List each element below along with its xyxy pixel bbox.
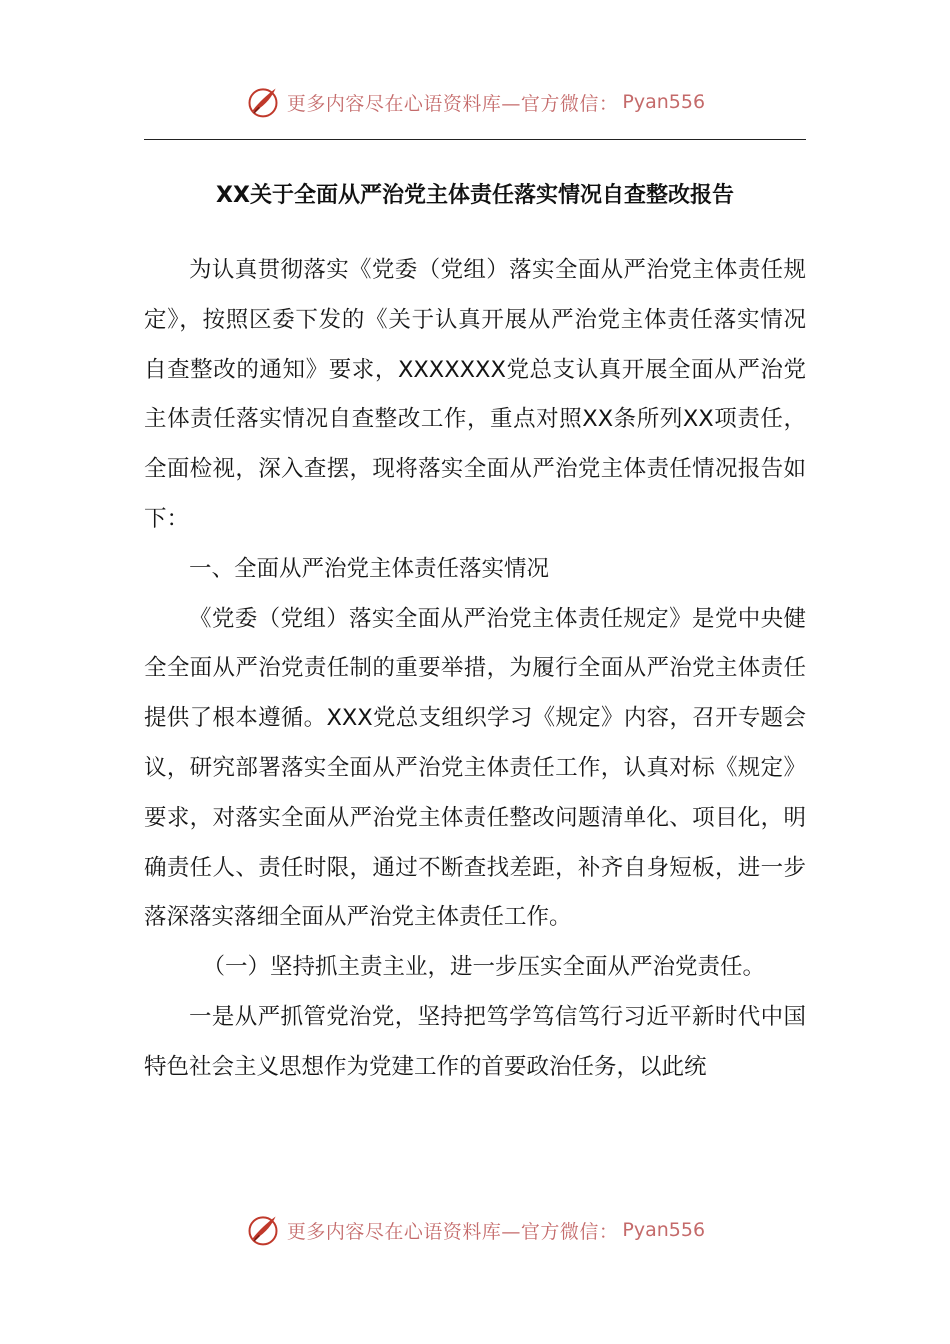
header-watermark bbox=[0, 82, 950, 122]
subsection-heading-1: （一）坚持抓主责主业，进一步压实全面从严治党责任。 bbox=[202, 954, 766, 981]
footer-watermark bbox=[0, 1210, 950, 1250]
document-body bbox=[144, 246, 806, 1093]
paragraph-intro: 为认真贯彻落实《党委（党组）落实全面从严治党主体责任规定》，按照区委下发的《关于认真开展从严治党主体责任落实情况自查整改的通知》要求，XXXXXXX党总支认真开展全面从严治党主体责任落实情况自查整改工作，重点对照XX条所列XX项责任，全面检视，深入查摆，现将落实全面从严治党主体责任情况报告如下： bbox=[144, 257, 806, 532]
header-divider bbox=[144, 139, 806, 140]
watermark-text: 更多内容尽在心语资料库—官方微信： bbox=[286, 1220, 619, 1243]
document-title: XX关于全面从严治党主体责任落实情况自查整改报告 bbox=[216, 183, 734, 208]
paragraph-point-1: 一是从严抓管党治党，坚持把笃学笃信笃行习近平新时代中国特色社会主义思想作为党建工作的首要政治任务，以此统 bbox=[144, 1003, 806, 1080]
paragraph-regulation: 《党委（党组）落实全面从严治党主体责任规定》是党中央健全全面从严治党责任制的重要举措，为履行全面从严治党主体责任提供了根本遵循。XXX党总支组织学习《规定》内容，召开专题会议，研究部署落实全面从严治党主体责任工作，认真对标《规定》要求，对落实全面从严治党主体责任整改问题清单化、项目化，明确责任人、责任时限，通过不断查找差距，补齐自身短板，进一步落深落实落细全面从严治党主体责任工作。 bbox=[144, 605, 806, 931]
section-heading-1: 一、全面从严治党主体责任落实情况 bbox=[189, 555, 550, 582]
watermark-wechat-id: Pyan556 bbox=[622, 1219, 706, 1241]
watermark-wechat-id: Pyan556 bbox=[622, 91, 706, 113]
quill-pen-logo-icon bbox=[245, 84, 281, 120]
watermark-text: 更多内容尽在心语资料库—官方微信： bbox=[286, 92, 619, 115]
quill-pen-logo-icon bbox=[245, 1212, 281, 1248]
